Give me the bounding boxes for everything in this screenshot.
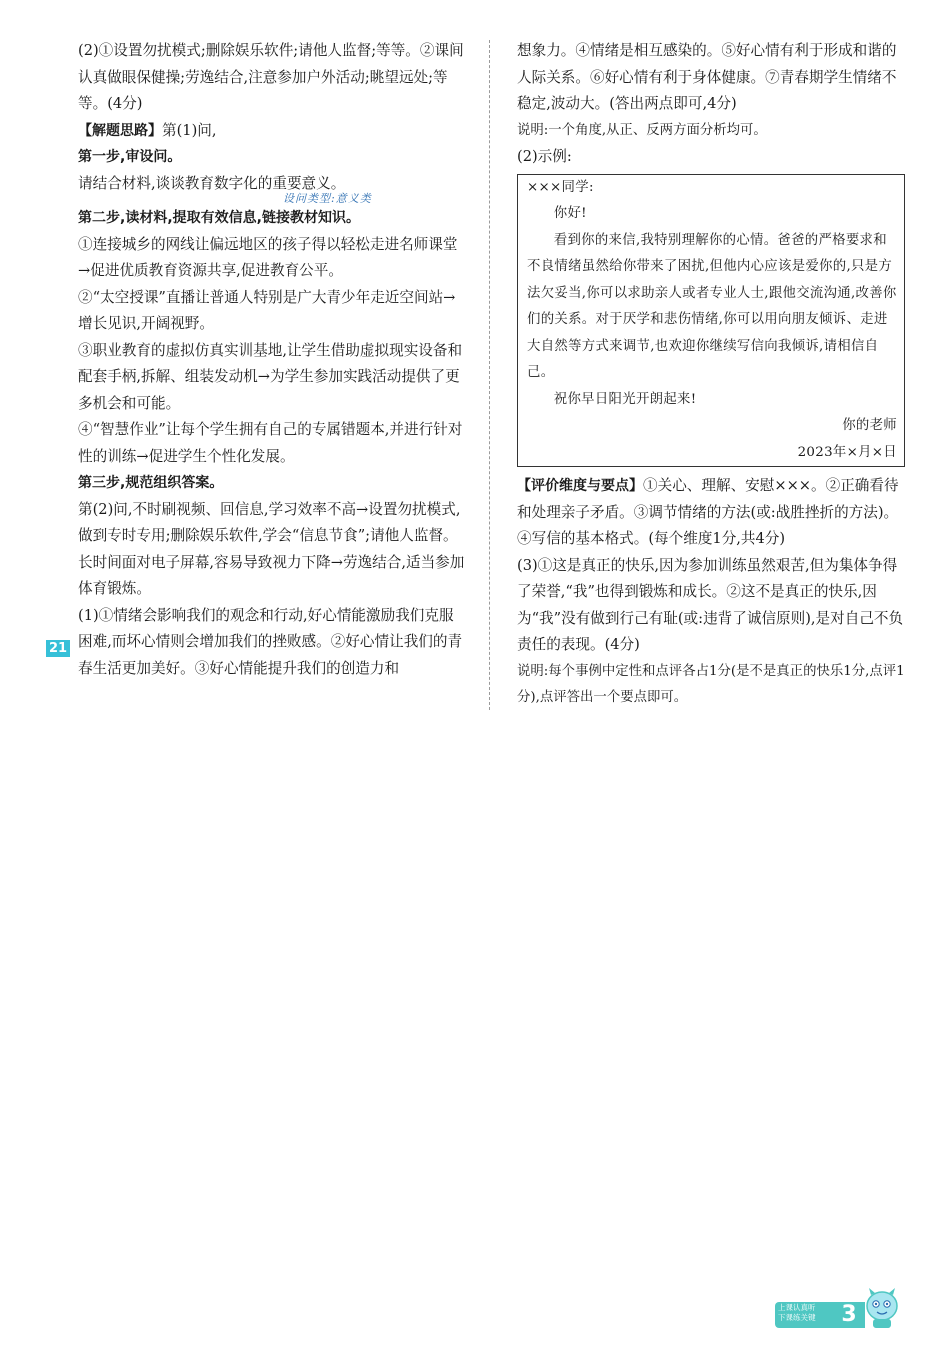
answer-21-1: (1)①情绪会影响我们的观念和行动,好心情能激励我们克服困难,而坏心情则会增加我们的挫败感。②好心情让我们的青春生活更加美好。③好心情能提升我们的创造力和	[78, 606, 463, 677]
left-column	[78, 38, 466, 682]
evaluation-text: ①关心、理解、安慰×××。②正确看待和处理亲子矛盾。③调节情绪的方法(或:战胜挫折的方法)。④写信的基本格式。(每个维度1分,共4分)	[517, 477, 899, 547]
material-point-1: ①连接城乡的网线让偏远地区的孩子得以轻松走进名师课堂→促进优质教育资源共享,促进教育公平。	[78, 235, 458, 279]
question-restatement: 请结合材料,谈谈教育数字化的重要意义。	[78, 174, 346, 192]
answer-20-2: (2)①设置勿扰模式;删除娱乐软件;请他人监督;等等。②课间认真做眼保健操;劳逸结合,注意参加户外活动;眺望远处;等等。(4分)	[78, 42, 464, 112]
material-point-2: ②“太空授课”直播让普通人特别是广大青少年走近空间站→增长见识,开阔视野。	[78, 288, 456, 332]
column-divider	[489, 40, 490, 710]
step-3-heading: 第三步,规范组织答案。	[78, 475, 224, 491]
letter-hello: 你好!	[553, 206, 587, 221]
material-point-4: ④“智慧作业”让每个学生拥有自己的专属错题本,并进行针对性的训练→促进学生个性化发展。	[78, 421, 463, 465]
answer-part-2-b: 长时间面对电子屏幕,容易导致视力下降→劳逸结合,适当参加体育锻炼。	[78, 553, 465, 597]
evaluation-criteria	[517, 473, 905, 553]
material-point-3: ③职业教育的虚拟仿真实训基地,让学生借助虚拟现实设备和配套手柄,拆解、组装发动机→为学生参加实践活动提供了更多机会和可能。	[78, 341, 463, 412]
letter-greeting: ×××同学:	[527, 179, 594, 195]
question-number-badge: 21	[46, 640, 70, 657]
answer-part-2-a: 第(2)问,不时刷视频、回信息,学习效率不高→设置勿扰模式,做到专时专用;删除娱乐软件,学会“信息节食”;请他人监督。	[78, 500, 461, 544]
page-footer	[775, 1300, 903, 1330]
letter-signature: 你的老师	[842, 418, 897, 433]
solution-idea	[78, 118, 466, 145]
answer-21-2-label: (2)示例:	[517, 148, 572, 165]
solution-idea-text: 第(1)问,	[162, 121, 217, 139]
letter-date: 2023年×月×日	[797, 444, 897, 460]
note-2: 说明:每个事例中定性和点评各占1分(是不是真正的快乐1分,点评1分),点评答出一个要点即可。	[517, 663, 905, 705]
evaluation-label: 【评价维度与要点】	[517, 478, 643, 494]
note-1: 说明:一个角度,从正、反两方面分析均可。	[517, 122, 767, 138]
sample-letter-box	[517, 174, 905, 468]
footer-slogan-line-2: 下课练关键	[778, 1313, 816, 1322]
step-1-heading: 第一步,审设问。	[78, 149, 182, 165]
step-2-heading: 第二步,读材料,提取有效信息,链接教材知识。	[78, 210, 360, 226]
page-number: 3	[841, 1302, 857, 1327]
answer-21-1-cont: 想象力。④情绪是相互感染的。⑤好心情有利于形成和谐的人际关系。⑥好心情有利于身体健康。⑦青春期学生情绪不稳定,波动大。(答出两点即可,4分)	[517, 42, 897, 112]
mascot-icon	[863, 1286, 901, 1330]
letter-body: 看到你的来信,我特别理解你的心情。爸爸的严格要求和不良情绪虽然给你带来了困扰,但他内心应该是爱你的,只是方法欠妥当,你可以求助亲人或者专业人士,跟他交流沟通,改善你们的关系。对于厌学和悲伤情绪,你可以用向朋友倾诉、走进大自然等方式来调节,也欢迎你继续写信向我倾诉,请相信自己。	[527, 232, 897, 380]
answer-21-3: (3)①这是真正的快乐,因为参加训练虽然艰苦,但为集体争得了荣誉,“我”也得到锻炼和成长。②这不是真正的快乐,因为“我”没有做到行己有耻(或:违背了诚信原则),是对自己不负责任的表现。(4分)	[517, 556, 904, 653]
letter-wish: 祝你早日阳光开朗起来!	[553, 391, 697, 407]
handwritten-annotation: 设问类型:意义类	[283, 192, 372, 205]
footer-slogan	[778, 1303, 830, 1323]
right-column	[517, 38, 905, 712]
solution-idea-label: 【解题思路】	[78, 122, 162, 139]
footer-slogan-line-1: 上课认真听	[778, 1303, 816, 1312]
